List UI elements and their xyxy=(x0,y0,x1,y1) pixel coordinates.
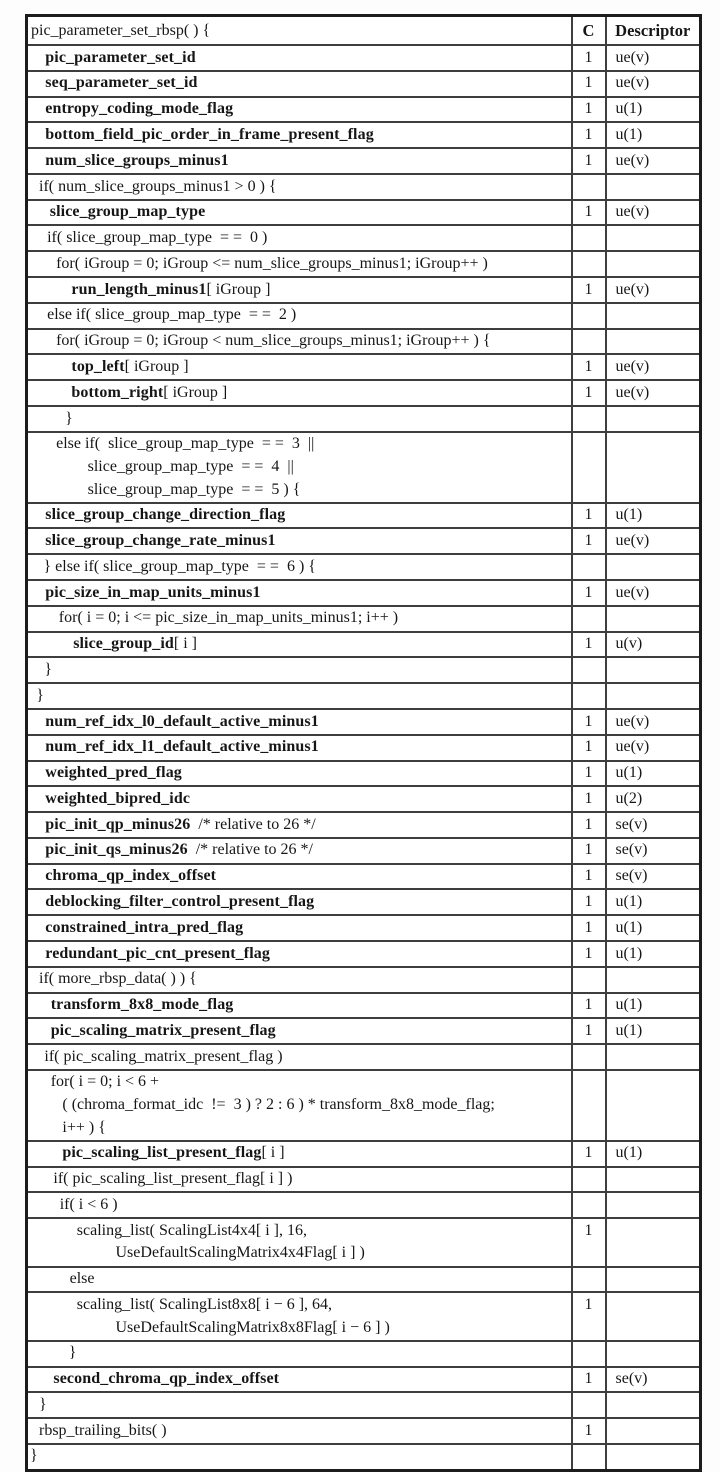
syntax-text: ( (chroma_format_idc != 3 ) ? 2 : 6 ) * transform_8x8_mode_flag; xyxy=(62,1096,495,1114)
syntax-element-name: transform_8x8_mode_flag xyxy=(50,996,234,1014)
table-row xyxy=(27,967,701,993)
table-row xyxy=(27,277,701,303)
category-cell xyxy=(572,406,606,432)
table-row xyxy=(27,1070,701,1141)
syntax-text: } xyxy=(36,686,44,704)
syntax-text: [ iGroup ] xyxy=(124,357,189,375)
syntax-text: /* relative to 26 */ xyxy=(190,815,316,833)
syntax-cell xyxy=(27,174,572,200)
syntax-cell xyxy=(27,1392,572,1418)
syntax-element-name: second_chroma_qp_index_offset xyxy=(53,1370,280,1388)
syntax-cell xyxy=(27,683,572,709)
category-cell xyxy=(572,251,606,277)
syntax-cell xyxy=(27,354,572,380)
table-row xyxy=(27,97,701,123)
descriptor-cell xyxy=(606,1341,701,1367)
descriptor-cell xyxy=(606,1267,701,1293)
syntax-text: else if( slice_group_map_type = = 2 ) xyxy=(47,306,297,324)
table-header-row xyxy=(27,16,701,46)
table-row xyxy=(27,657,701,683)
syntax-element-name: pic_init_qs_minus26 xyxy=(45,841,188,859)
table-row xyxy=(27,1167,701,1193)
table-row xyxy=(27,1367,701,1393)
descriptor-cell xyxy=(606,1167,701,1193)
syntax-element-name: top_left xyxy=(71,357,125,375)
syntax-text: [ iGroup ] xyxy=(163,383,228,401)
syntax-cell xyxy=(27,838,572,864)
syntax-cell xyxy=(27,148,572,174)
category-cell: 1 xyxy=(572,354,606,380)
descriptor-cell: ue(v) xyxy=(606,528,701,554)
descriptor-cell: se(v) xyxy=(606,1367,701,1393)
syntax-cell xyxy=(27,1018,572,1044)
syntax-text: scaling_list( ScalingList8x8[ i − 6 ], 64, xyxy=(76,1295,333,1313)
syntax-cell xyxy=(27,1267,572,1293)
syntax-cell xyxy=(27,1141,572,1167)
category-cell: 1 xyxy=(572,632,606,658)
syntax-text: for( iGroup = 0; iGroup <= num_slice_groups_minus1; iGroup++ ) xyxy=(56,254,488,272)
category-cell xyxy=(572,1267,606,1293)
category-cell: 1 xyxy=(572,812,606,838)
table-row xyxy=(27,889,701,915)
category-cell: 1 xyxy=(572,1292,606,1340)
table-row xyxy=(27,941,701,967)
category-cell: 1 xyxy=(572,889,606,915)
table-row xyxy=(27,1444,701,1470)
table-row xyxy=(27,735,701,761)
descriptor-cell: u(1) xyxy=(606,761,701,787)
syntax-text: [ i ] xyxy=(173,635,197,653)
descriptor-cell xyxy=(606,1044,701,1070)
table-row xyxy=(27,406,701,432)
syntax-element-name: chroma_qp_index_offset xyxy=(45,867,217,885)
syntax-cell xyxy=(27,554,572,580)
syntax-text: } xyxy=(30,1447,38,1465)
syntax-text: } else if( slice_group_map_type = = 6 ) { xyxy=(43,557,316,575)
syntax-element-name: num_slice_groups_minus1 xyxy=(45,151,229,169)
descriptor-cell: se(v) xyxy=(606,838,701,864)
category-cell xyxy=(572,606,606,632)
descriptor-cell: u(1) xyxy=(606,1141,701,1167)
syntax-cell xyxy=(27,709,572,735)
table-row xyxy=(27,329,701,355)
table-row xyxy=(27,528,701,554)
category-cell: 1 xyxy=(572,838,606,864)
syntax-element-name: pic_scaling_matrix_present_flag xyxy=(50,1021,276,1039)
syntax-text: for( i = 0; i <= pic_size_in_map_units_minus1; i++ ) xyxy=(58,609,399,627)
category-cell xyxy=(572,554,606,580)
table-row xyxy=(27,915,701,941)
table-row xyxy=(27,1192,701,1218)
syntax-element-name: bottom_right xyxy=(71,383,164,401)
syntax-text: slice_group_map_type = = 4 || xyxy=(87,457,294,475)
table-row xyxy=(27,1218,701,1266)
descriptor-cell xyxy=(606,1070,701,1141)
category-cell: 1 xyxy=(572,71,606,97)
table-row xyxy=(27,683,701,709)
category-cell xyxy=(572,303,606,329)
syntax-cell xyxy=(27,1444,572,1470)
syntax-cell xyxy=(27,303,572,329)
syntax-cell xyxy=(27,71,572,97)
category-cell xyxy=(572,329,606,355)
table-row xyxy=(27,1044,701,1070)
syntax-element-name: pic_parameter_set_id xyxy=(45,48,196,66)
descriptor-cell xyxy=(606,251,701,277)
descriptor-cell: ue(v) xyxy=(606,380,701,406)
syntax-text: if( pic_scaling_list_present_flag[ i ] ) xyxy=(53,1170,293,1188)
category-cell: 1 xyxy=(572,45,606,71)
syntax-text: if( num_slice_groups_minus1 > 0 ) { xyxy=(39,177,277,195)
descriptor-cell xyxy=(606,1444,701,1470)
category-cell: 1 xyxy=(572,528,606,554)
syntax-cell xyxy=(27,1218,572,1266)
descriptor-cell xyxy=(606,174,701,200)
category-cell: 1 xyxy=(572,122,606,148)
descriptor-cell: u(1) xyxy=(606,1018,701,1044)
table-row xyxy=(27,554,701,580)
syntax-cell xyxy=(27,1070,572,1141)
category-cell xyxy=(572,432,606,503)
syntax-text: else xyxy=(69,1270,95,1288)
descriptor-cell: u(v) xyxy=(606,632,701,658)
table-row xyxy=(27,303,701,329)
syntax-cell xyxy=(27,380,572,406)
category-cell xyxy=(572,967,606,993)
syntax-element-name: entropy_coding_mode_flag xyxy=(45,100,234,118)
syntax-cell xyxy=(27,432,572,503)
syntax-text: slice_group_map_type = = 5 ) { xyxy=(87,480,301,498)
descriptor-cell xyxy=(606,657,701,683)
descriptor-cell xyxy=(606,406,701,432)
table-row xyxy=(27,45,701,71)
descriptor-cell: ue(v) xyxy=(606,735,701,761)
table-row xyxy=(27,1267,701,1293)
syntax-cell xyxy=(27,45,572,71)
syntax-cell xyxy=(27,1367,572,1393)
syntax-cell xyxy=(27,97,572,123)
syntax-text: } xyxy=(65,409,73,427)
descriptor-cell: u(1) xyxy=(606,97,701,123)
table-row xyxy=(27,380,701,406)
syntax-element-name: pic_size_in_map_units_minus1 xyxy=(45,583,261,601)
column-header-c: C xyxy=(572,16,606,46)
syntax-element-name: constrained_intra_pred_flag xyxy=(45,918,244,936)
category-cell xyxy=(572,1044,606,1070)
category-cell: 1 xyxy=(572,1367,606,1393)
table-row xyxy=(27,632,701,658)
category-cell: 1 xyxy=(572,941,606,967)
syntax-text: for( i = 0; i < 6 + xyxy=(50,1073,160,1091)
table-row xyxy=(27,71,701,97)
syntax-cell xyxy=(27,632,572,658)
pps-syntax-table xyxy=(25,14,702,1472)
syntax-cell xyxy=(27,580,572,606)
table-title: pic_parameter_set_rbsp( ) { xyxy=(27,16,572,46)
syntax-cell xyxy=(27,657,572,683)
table-row xyxy=(27,225,701,251)
syntax-cell xyxy=(27,1167,572,1193)
descriptor-cell: ue(v) xyxy=(606,709,701,735)
table-row xyxy=(27,200,701,226)
table-row xyxy=(27,812,701,838)
syntax-cell xyxy=(27,786,572,812)
category-cell: 1 xyxy=(572,993,606,1019)
syntax-cell xyxy=(27,406,572,432)
descriptor-cell: u(1) xyxy=(606,503,701,529)
table-row xyxy=(27,786,701,812)
syntax-text: for( iGroup = 0; iGroup < num_slice_groups_minus1; iGroup++ ) { xyxy=(56,332,491,350)
descriptor-cell: u(1) xyxy=(606,122,701,148)
syntax-cell xyxy=(27,251,572,277)
syntax-cell xyxy=(27,277,572,303)
syntax-text: else if( slice_group_map_type = = 3 || xyxy=(56,435,315,453)
descriptor-cell: u(1) xyxy=(606,993,701,1019)
syntax-text: UseDefaultScalingMatrix8x8Flag[ i − 6 ] ) xyxy=(115,1318,390,1336)
table-row xyxy=(27,864,701,890)
descriptor-cell: ue(v) xyxy=(606,580,701,606)
category-cell xyxy=(572,1192,606,1218)
syntax-text: if( more_rbsp_data( ) ) { xyxy=(39,970,197,988)
syntax-cell xyxy=(27,329,572,355)
syntax-text: [ iGroup ] xyxy=(206,280,271,298)
table-row xyxy=(27,122,701,148)
category-cell xyxy=(572,174,606,200)
category-cell xyxy=(572,1167,606,1193)
syntax-text: if( pic_scaling_matrix_present_flag ) xyxy=(44,1047,283,1065)
category-cell: 1 xyxy=(572,1418,606,1444)
syntax-element-name: num_ref_idx_l1_default_active_minus1 xyxy=(45,738,319,756)
syntax-cell xyxy=(27,122,572,148)
table-row xyxy=(27,503,701,529)
category-cell: 1 xyxy=(572,761,606,787)
descriptor-cell xyxy=(606,1292,701,1340)
syntax-cell xyxy=(27,889,572,915)
syntax-cell xyxy=(27,1292,572,1340)
descriptor-cell: u(2) xyxy=(606,786,701,812)
syntax-cell xyxy=(27,761,572,787)
table-row xyxy=(27,1292,701,1340)
descriptor-cell: u(1) xyxy=(606,941,701,967)
descriptor-cell: ue(v) xyxy=(606,277,701,303)
column-header-descriptor: Descriptor xyxy=(606,16,701,46)
category-cell: 1 xyxy=(572,277,606,303)
syntax-text: UseDefaultScalingMatrix4x4Flag[ i ] ) xyxy=(115,1244,365,1262)
category-cell: 1 xyxy=(572,380,606,406)
table-row xyxy=(27,580,701,606)
category-cell xyxy=(572,225,606,251)
syntax-cell xyxy=(27,606,572,632)
syntax-element-name: slice_group_id xyxy=(73,635,174,653)
table-row xyxy=(27,993,701,1019)
descriptor-cell xyxy=(606,303,701,329)
category-cell: 1 xyxy=(572,200,606,226)
syntax-cell xyxy=(27,200,572,226)
syntax-text: if( i < 6 ) xyxy=(59,1196,118,1213)
category-cell: 1 xyxy=(572,735,606,761)
category-cell: 1 xyxy=(572,709,606,735)
table-row xyxy=(27,838,701,864)
syntax-element-name: pic_scaling_list_present_flag xyxy=(62,1144,262,1162)
syntax-cell xyxy=(27,1341,572,1367)
spec-page xyxy=(25,14,702,1472)
table-row xyxy=(27,174,701,200)
table-row xyxy=(27,1392,701,1418)
category-cell: 1 xyxy=(572,915,606,941)
category-cell: 1 xyxy=(572,864,606,890)
category-cell: 1 xyxy=(572,503,606,529)
category-cell xyxy=(572,657,606,683)
table-body xyxy=(27,45,701,1470)
descriptor-cell xyxy=(606,329,701,355)
syntax-text: } xyxy=(44,660,53,678)
syntax-text: rbsp_trailing_bits( ) xyxy=(39,1421,167,1439)
table-row xyxy=(27,709,701,735)
descriptor-cell xyxy=(606,432,701,503)
category-cell xyxy=(572,683,606,709)
syntax-cell xyxy=(27,1192,572,1218)
descriptor-cell: ue(v) xyxy=(606,71,701,97)
syntax-cell xyxy=(27,967,572,993)
table-row xyxy=(27,606,701,632)
syntax-text: } xyxy=(68,1344,77,1362)
table-row xyxy=(27,432,701,503)
descriptor-cell xyxy=(606,1218,701,1266)
syntax-cell xyxy=(27,993,572,1019)
descriptor-cell xyxy=(606,967,701,993)
descriptor-cell xyxy=(606,606,701,632)
table-row xyxy=(27,761,701,787)
syntax-text: i++ ) { xyxy=(62,1118,106,1136)
syntax-cell xyxy=(27,941,572,967)
syntax-element-name: slice_group_change_direction_flag xyxy=(45,506,286,524)
descriptor-cell: se(v) xyxy=(606,864,701,890)
descriptor-cell: u(1) xyxy=(606,915,701,941)
syntax-cell xyxy=(27,915,572,941)
syntax-element-name: seq_parameter_set_id xyxy=(45,74,198,92)
syntax-cell xyxy=(27,864,572,890)
syntax-text: [ i ] xyxy=(261,1144,285,1162)
descriptor-cell xyxy=(606,683,701,709)
descriptor-cell xyxy=(606,225,701,251)
syntax-element-name: slice_group_map_type xyxy=(49,203,206,221)
category-cell xyxy=(572,1392,606,1418)
descriptor-cell xyxy=(606,554,701,580)
category-cell: 1 xyxy=(572,1218,606,1266)
syntax-text: scaling_list( ScalingList4x4[ i ], 16, xyxy=(76,1221,307,1239)
descriptor-cell xyxy=(606,1392,701,1418)
table-row xyxy=(27,1141,701,1167)
table-row xyxy=(27,1018,701,1044)
category-cell: 1 xyxy=(572,97,606,123)
syntax-cell xyxy=(27,1044,572,1070)
syntax-element-name: pic_init_qp_minus26 xyxy=(45,815,191,833)
descriptor-cell: ue(v) xyxy=(606,148,701,174)
syntax-cell xyxy=(27,735,572,761)
descriptor-cell: u(1) xyxy=(606,889,701,915)
syntax-element-name: weighted_bipred_idc xyxy=(45,789,191,807)
descriptor-cell: ue(v) xyxy=(606,354,701,380)
syntax-text: } xyxy=(39,1395,47,1413)
category-cell: 1 xyxy=(572,580,606,606)
category-cell xyxy=(572,1444,606,1470)
descriptor-cell xyxy=(606,1192,701,1218)
descriptor-cell: se(v) xyxy=(606,812,701,838)
syntax-cell xyxy=(27,225,572,251)
syntax-text: /* relative to 26 */ xyxy=(187,841,313,859)
syntax-element-name: redundant_pic_cnt_present_flag xyxy=(45,944,270,962)
syntax-element-name: bottom_field_pic_order_in_frame_present_flag xyxy=(45,125,374,143)
table-row xyxy=(27,251,701,277)
table-row xyxy=(27,1341,701,1367)
syntax-element-name: num_ref_idx_l0_default_active_minus1 xyxy=(45,712,319,730)
category-cell xyxy=(572,1341,606,1367)
category-cell: 1 xyxy=(572,1141,606,1167)
syntax-element-name: deblocking_filter_control_present_flag xyxy=(45,893,315,910)
descriptor-cell: ue(v) xyxy=(606,200,701,226)
syntax-element-name: run_length_minus1 xyxy=(71,280,207,298)
syntax-cell xyxy=(27,812,572,838)
syntax-cell xyxy=(27,503,572,529)
table-row xyxy=(27,354,701,380)
syntax-cell xyxy=(27,528,572,554)
syntax-element-name: slice_group_change_rate_minus1 xyxy=(45,532,276,550)
category-cell: 1 xyxy=(572,1018,606,1044)
syntax-text: if( slice_group_map_type = = 0 ) xyxy=(47,229,268,247)
category-cell xyxy=(572,1070,606,1141)
syntax-element-name: weighted_pred_flag xyxy=(45,764,182,782)
category-cell: 1 xyxy=(572,148,606,174)
descriptor-cell: ue(v) xyxy=(606,45,701,71)
category-cell: 1 xyxy=(572,786,606,812)
table-row xyxy=(27,148,701,174)
